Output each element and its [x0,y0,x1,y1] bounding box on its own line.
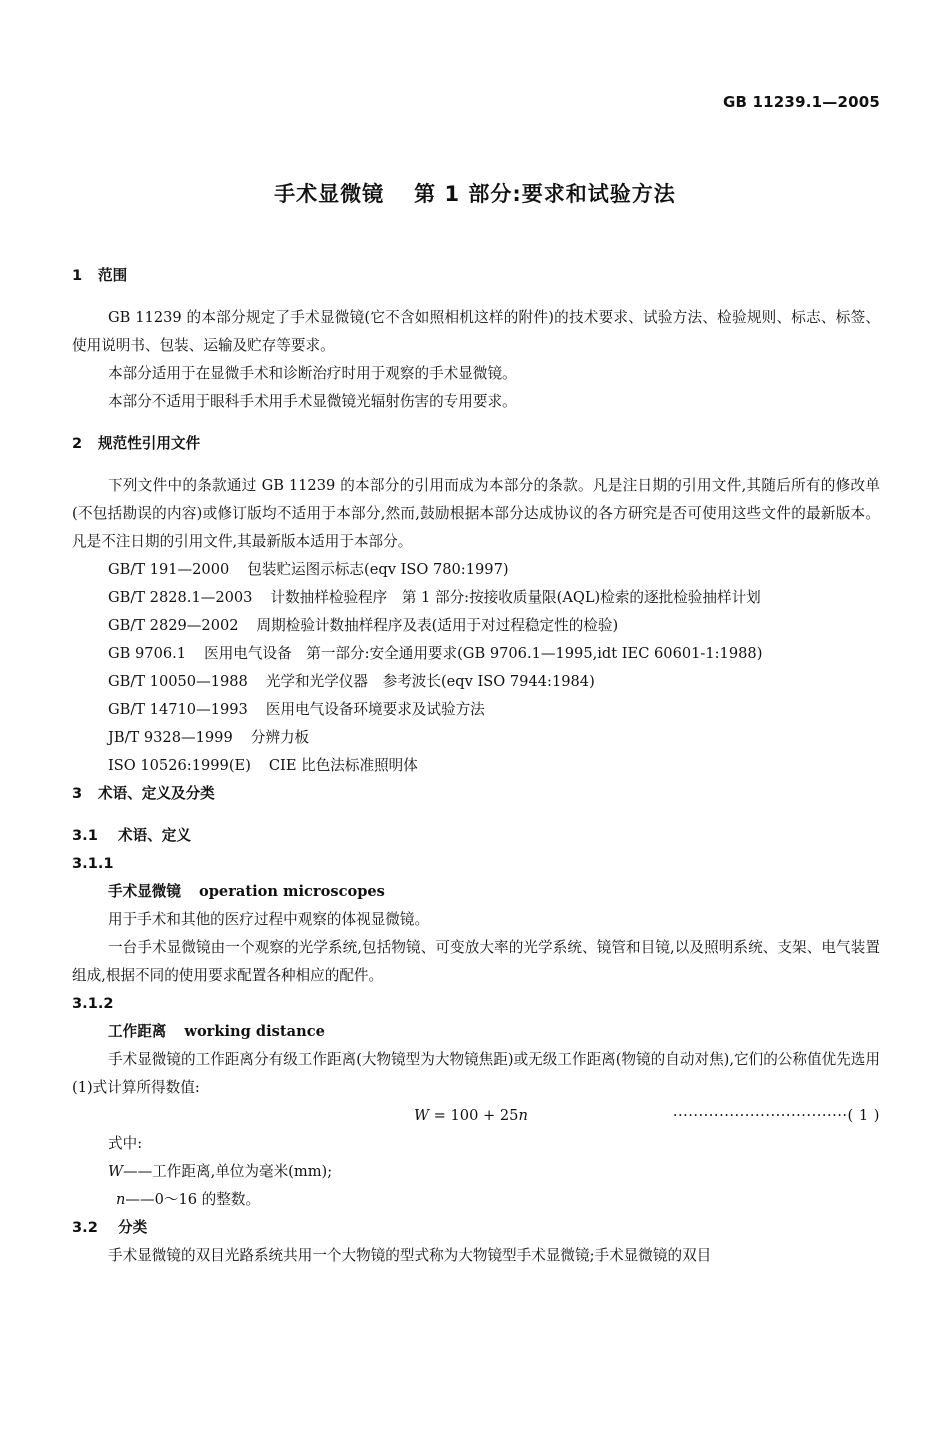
reference-item: GB 9706.1 医用电气设备 第一部分:安全通用要求(GB 9706.1—1995,idt IEC 60601-1:1988) [108,645,763,662]
section-2-heading: 2 规范性引用文件 [72,435,201,452]
definition-para: 手术显微镜的工作距离分有级工作距离(大物镜型为大物镜焦距)或无级工作距离(物镜的自动对焦),它们的公称值优先选用(1)式计算所得数值: [72,1051,880,1096]
reference-item: GB/T 191—2000 包装贮运图示标志(eqv ISO 780:1997) [108,561,509,578]
reference-item: GB/T 2829—2002 周期检验计数抽样程序及表(适用于对过程稳定性的检验) [108,617,619,634]
section-1-para-2: 本部分适用于在显微手术和诊断治疗时用于观察的手术显微镜。 [108,365,517,382]
classification-para: 手术显微镜的双目光路系统共用一个大物镜的型式称为大物镜型手术显微镜;手术显微镜的双目 [108,1247,712,1264]
reference-item: GB/T 14710—1993 医用电气设备环境要求及试验方法 [108,701,485,718]
section-2-intro: 下列文件中的条款通过 GB 11239 的本部分的引用而成为本部分的条款。凡是注日期的引用文件,其随后所有的修改单(不包括勘误的内容)或修订版均不适用于本部分,然而,鼓励根据本部分达成协议的各方研究是否可使用这些文件的最新版本。凡是不注日期的引用文件,其最新版本适用于本部分。 [72,477,880,550]
reference-item: ISO 10526:1999(E) CIE 比色法标准照明体 [108,757,418,774]
reference-item: GB/T 10050—1988 光学和光学仪器 参考波长(eqv ISO 7944:1984) [108,673,595,690]
term-operation-microscope: 手术显微镜 operation microscopes [108,883,385,900]
where-item: n——0～16 的整数。 [116,1191,261,1208]
formula-number: ··································( 1 ) [672,1107,880,1124]
section-1-heading: 1 范围 [72,267,128,284]
section-1-para-1: GB 11239 的本部分规定了手术显微镜(它不含如照相机这样的附件)的技术要求、试验方法、检验规则、标志、标签、使用说明书、包装、运输及贮存等要求。 [72,309,880,354]
term-working-distance: 工作距离 working distance [108,1023,325,1040]
formula-expression: W = 100 + 25n [414,1107,528,1124]
section-3-1-2-number: 3.1.2 [72,995,114,1012]
section-3-1-heading: 3.1 术语、定义 [72,827,191,844]
section-3-1-1-number: 3.1.1 [72,855,114,872]
section-3-heading: 3 术语、定义及分类 [72,785,215,802]
definition-para: 一台手术显微镜由一个观察的光学系统,包括物镜、可变放大率的光学系统、镜管和目镜,以及照明系统、支架、电气装置组成,根据不同的使用要求配置各种相应的配件。 [72,939,880,984]
title-sub: 第 1 部分:要求和试验方法 [414,182,676,206]
formula-1 [72,1102,880,1130]
document-body [72,262,880,1270]
where-label: 式中: [108,1135,143,1152]
standard-number: GB 11239.1—2005 [722,93,880,111]
reference-item: JB/T 9328—1999 分辨力板 [108,729,310,746]
reference-item: GB/T 2828.1—2003 计数抽样检验程序 第 1 部分:按接收质量限(AQL)检索的逐批检验抽样计划 [108,589,761,606]
where-item: W——工作距离,单位为毫米(mm); [108,1163,333,1180]
title-main: 手术显微镜 [274,182,385,206]
definition-para: 用于手术和其他的医疗过程中观察的体视显微镜。 [108,911,430,928]
document-title [0,180,950,208]
section-3-2-heading: 3.2 分类 [72,1219,148,1236]
section-1-para-3: 本部分不适用于眼科手术用手术显微镜光辐射伤害的专用要求。 [108,393,517,410]
